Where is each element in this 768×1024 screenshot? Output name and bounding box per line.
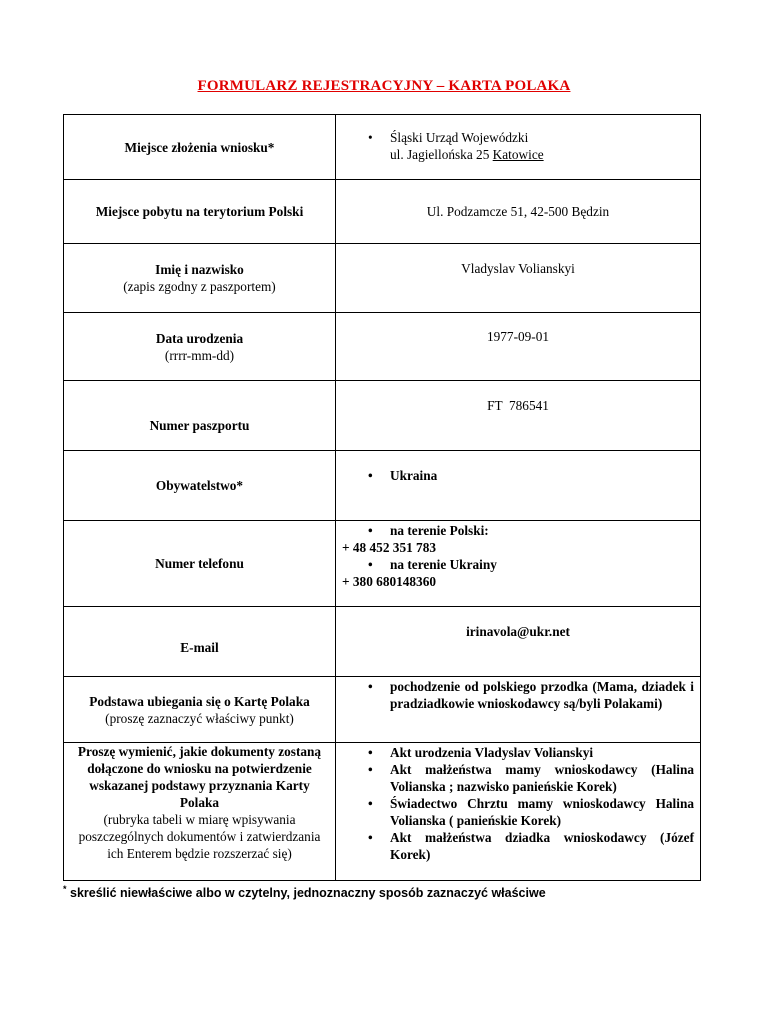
label-dokumenty: [64, 743, 336, 881]
row-email: [64, 607, 701, 677]
value-numer-telefonu: [336, 521, 701, 607]
podstawa-item: • pochodzenie od polskiego przodka (Mama, dziadek i pradziadkowie wnioskodawcy są/byli Polakami): [342, 678, 694, 712]
document-item: • Akt urodzenia Vladyslav Volianskyi: [342, 744, 694, 761]
value-miejsce-zlozenia: [336, 115, 701, 180]
label-podstawa: [64, 677, 336, 743]
row-imie-nazwisko: [64, 244, 701, 313]
label-data-urodzenia: [64, 313, 336, 381]
document-item: • Akt małżeństwa dziadka wnioskodawcy (Józef Korek): [342, 829, 694, 863]
phone-poland-label: • na terenie Polski:: [342, 522, 694, 539]
dokumenty-label-sub: (rubryka tabeli w miarę wpisywania poszczególnych dokumentów i zatwierdzania ich Enterem będzie rozszerzać się): [78, 812, 321, 861]
podstawa-label-sub: (proszę zaznaczyć właściwy punkt): [105, 710, 294, 726]
document-item: • Akt małżeństwa mamy wnioskodawcy (Halina Volianska ; nazwisko panieńskie Korek): [342, 761, 694, 795]
office-address: ul. Jagiellońska 25: [390, 147, 493, 162]
label-miejsce-zlozenia: Miejsce złożenia wniosku*: [64, 115, 336, 180]
row-obywatelstwo: [64, 451, 701, 521]
row-miejsce-zlozenia: [64, 115, 701, 180]
row-numer-paszportu: [64, 381, 701, 451]
value-podstawa: [336, 677, 701, 743]
imie-label-sub: (zapis zgodny z paszportem): [123, 279, 276, 294]
row-dokumenty: [64, 743, 701, 881]
dokumenty-label-main: Proszę wymienić, jakie dokumenty zostaną dołączone do wniosku na potwierdzenie wskazanej podstawy przyznania Karty Polaka: [77, 744, 322, 810]
row-data-urodzenia: [64, 313, 701, 381]
phone-ukraine-label: • na terenie Ukrainy: [342, 556, 694, 573]
value-data-urodzenia: 1977-09-01: [336, 313, 701, 381]
office-name: Śląski Urząd Wojewódzki: [390, 130, 529, 145]
value-dokumenty: [336, 743, 701, 881]
value-imie-nazwisko: Vladyslav Volianskyi: [336, 244, 701, 313]
label-miejsce-pobytu: Miejsce pobytu na terytorium Polski: [64, 180, 336, 244]
value-miejsce-pobytu: Ul. Podzamcze 51, 42-500 Będzin: [336, 180, 701, 244]
registration-form-table: [63, 114, 701, 881]
row-miejsce-pobytu: [64, 180, 701, 244]
value-email: irinavola@ukr.net: [336, 607, 701, 677]
label-email: E-mail: [64, 607, 336, 677]
label-numer-telefonu: Numer telefonu: [64, 521, 336, 607]
form-title: FORMULARZ REJESTRACYJNY – KARTA POLAKA: [197, 78, 571, 94]
label-imie-nazwisko: [64, 244, 336, 313]
label-numer-paszportu: Numer paszportu: [64, 381, 336, 451]
footnote-text: skreślić niewłaściwe albo w czytelny, jednoznaczny sposób zaznaczyć właściwe: [66, 886, 546, 901]
obywatelstwo-item: • Ukraina: [342, 467, 694, 484]
office-city: Katowice: [492, 147, 544, 162]
row-podstawa: [64, 677, 701, 743]
phone-ukraine-number: + 380 680148360: [342, 574, 437, 589]
value-obywatelstwo: [336, 451, 701, 521]
data-label-main: Data urodzenia: [155, 330, 244, 346]
footnote: [63, 884, 723, 900]
row-numer-telefonu: [64, 521, 701, 607]
data-label-sub: (rrrr-mm-dd): [164, 347, 235, 363]
document-item: • Świadectwo Chrztu mamy wnioskodawcy Halina Volianska ( panieńskie Korek): [342, 795, 694, 829]
office-item: [342, 129, 694, 163]
footnote-mark: *: [63, 884, 67, 894]
label-obywatelstwo: Obywatelstwo*: [64, 451, 336, 521]
imie-label-main: Imię i nazwisko: [155, 262, 244, 277]
phone-poland-number: + 48 452 351 783: [342, 540, 437, 555]
value-numer-paszportu: FT 786541: [336, 381, 701, 451]
podstawa-label-main: Podstawa ubiegania się o Kartę Polaka: [89, 693, 310, 709]
